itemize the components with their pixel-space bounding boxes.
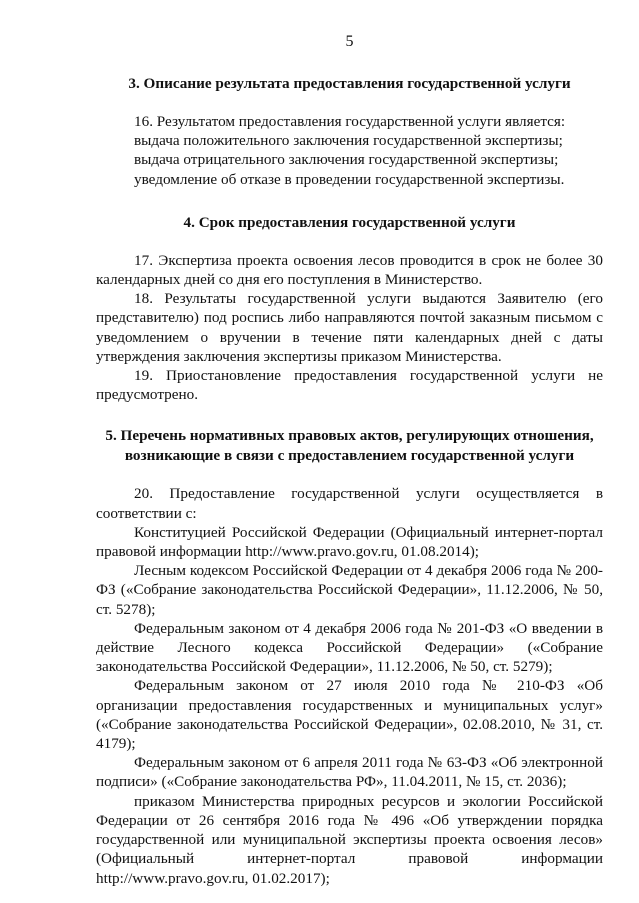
- paragraph-16-intro: 16. Результатом предоставления государственной услуги является:: [134, 113, 566, 130]
- section-3-heading: 3. Описание результата предоставления государственной услуги: [128, 75, 571, 92]
- paragraph-17: 17. Экспертиза проекта освоения лесов проводится в срок не более 30 календарных дней со дня его поступления в Министерство.: [96, 251, 603, 289]
- legal-act-item: Федеральным законом от 4 декабря 2006 года № 201-ФЗ «О введении в действие Лесного кодекса Российской Федерации» («Собрание законодательства Российской Федерации», 11.12.2006, № 50, ст. 5279);: [96, 619, 603, 676]
- paragraph-16-item: уведомление об отказе в проведении государственной экспертизы.: [134, 170, 565, 188]
- section-4-heading: 4. Срок предоставления государственной услуги: [183, 213, 516, 231]
- legal-act-item: Конституцией Российской Федерации (Официальный интернет-портал правовой информации http://www.pravo.gov.ru, 01.08.2014);: [96, 523, 603, 561]
- page-number: 5: [345, 33, 354, 50]
- paragraph-16-item: выдача положительного заключения государственной экспертизы;: [134, 132, 563, 150]
- paragraph-19: 19. Приостановление предоставления государственной услуги не предусмотрено.: [96, 367, 603, 404]
- paragraph-20: 20. Предоставление государственной услуги осуществляется в соответствии с:: [96, 485, 603, 522]
- paragraph-16: [96, 112, 603, 189]
- paragraph-16-item: выдача отрицательного заключения государственной экспертизы;: [134, 151, 559, 169]
- paragraph-18: 18. Результаты государственной услуги выдаются Заявителю (его представителю) под роспись либо направляются почтой заказным письмом с уведомлением о вручении в течение пяти календарных дней с даты утверждения заключения экспертизы приказом Министерства.: [96, 290, 603, 365]
- legal-act-item: Лесным кодексом Российской Федерации от 4 декабря 2006 года № 200-ФЗ («Собрание законодательства Российской Федерации», 11.12.2006, № 50, ст. 5278);: [96, 562, 603, 618]
- section-5-heading: 5. Перечень нормативных правовых актов, регулирующих отношения, возникающие в связи с предоставлением государственной услуги: [105, 427, 594, 465]
- legal-act-item: приказом Министерства природных ресурсов и экологии Российской Федерации от 26 сентября 2016 года № 496 «Об утверждении порядка государственной или муниципальной экспертизы проекта освоения лесов» (Официальный интернет-портал правовой информации http://www.pravo.gov.ru, 01.02.2017);: [96, 792, 603, 887]
- document-page: [96, 32, 603, 888]
- legal-act-item: Федеральным законом от 6 апреля 2011 года № 63-ФЗ «Об электронной подписи» («Собрание законодательства РФ», 11.04.2011, № 15, ст. 2036);: [96, 754, 603, 791]
- legal-act-item: Федеральным законом от 27 июля 2010 года № 210-ФЗ «Об организации предоставления государственных и муниципальных услуг» («Собрание законодательства Российской Федерации», 02.08.2010, № 31, ст. 4179);: [96, 677, 603, 753]
